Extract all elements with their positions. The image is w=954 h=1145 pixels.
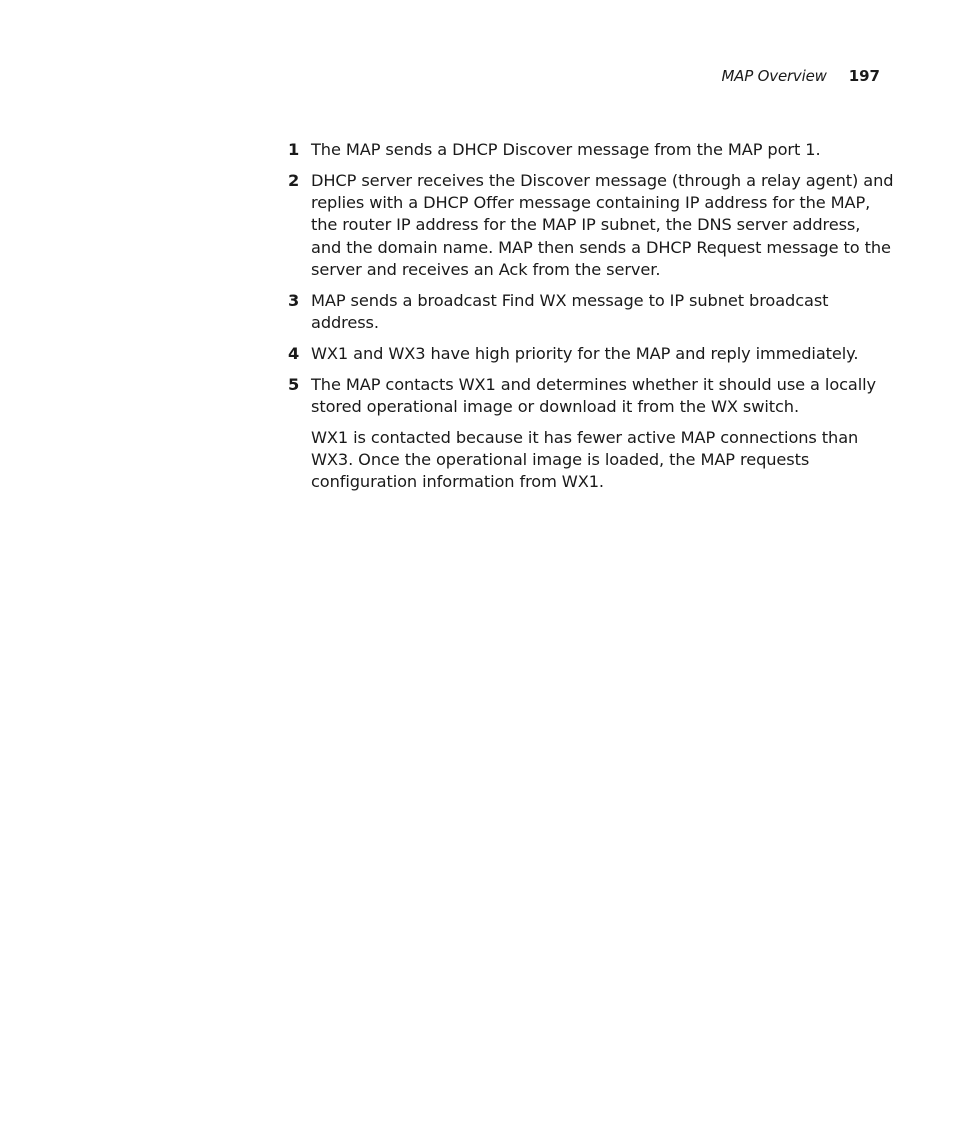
step-text: DHCP server receives the Discover message (through a relay agent) and replies with a DHCP Offer message containing IP address for the MAP, the router IP address for the MAP IP subnet, the DNS server address, and the domain name. MAP then sends a DHCP Request message to the server and receives an Ack from the server. <box>311 170 894 279</box>
step-body <box>311 290 895 335</box>
step-3 <box>285 290 895 335</box>
step-text: WX1 and WX3 have high priority for the MAP and reply immediately. <box>311 343 859 363</box>
section-title: MAP Overview <box>721 67 827 85</box>
step-5 <box>285 374 895 494</box>
step-body <box>311 139 895 161</box>
step-text: The MAP contacts WX1 and determines whether it should use a locally stored operational image or download it from the WX switch. <box>311 374 877 416</box>
step-number: 3 <box>288 290 300 310</box>
running-header <box>721 66 880 86</box>
step-body <box>311 170 895 281</box>
step-2 <box>285 170 895 281</box>
step-body <box>311 374 895 494</box>
step-note: WX1 is contacted because it has fewer active MAP connections than WX3. Once the operational image is loaded, the MAP requests configuration information from WX1. <box>311 427 859 492</box>
procedure-steps <box>285 139 895 502</box>
step-number: 4 <box>288 343 300 363</box>
step-body <box>311 343 895 365</box>
step-1 <box>285 139 895 161</box>
step-4 <box>285 343 895 365</box>
step-number: 1 <box>288 140 300 159</box>
step-number: 5 <box>288 374 300 394</box>
step-text: The MAP sends a DHCP Discover message from the MAP port 1. <box>311 140 821 159</box>
step-text: MAP sends a broadcast Find WX message to IP subnet broadcast address. <box>311 290 829 333</box>
page-number: 197 <box>848 67 880 85</box>
step-number: 2 <box>288 170 300 190</box>
